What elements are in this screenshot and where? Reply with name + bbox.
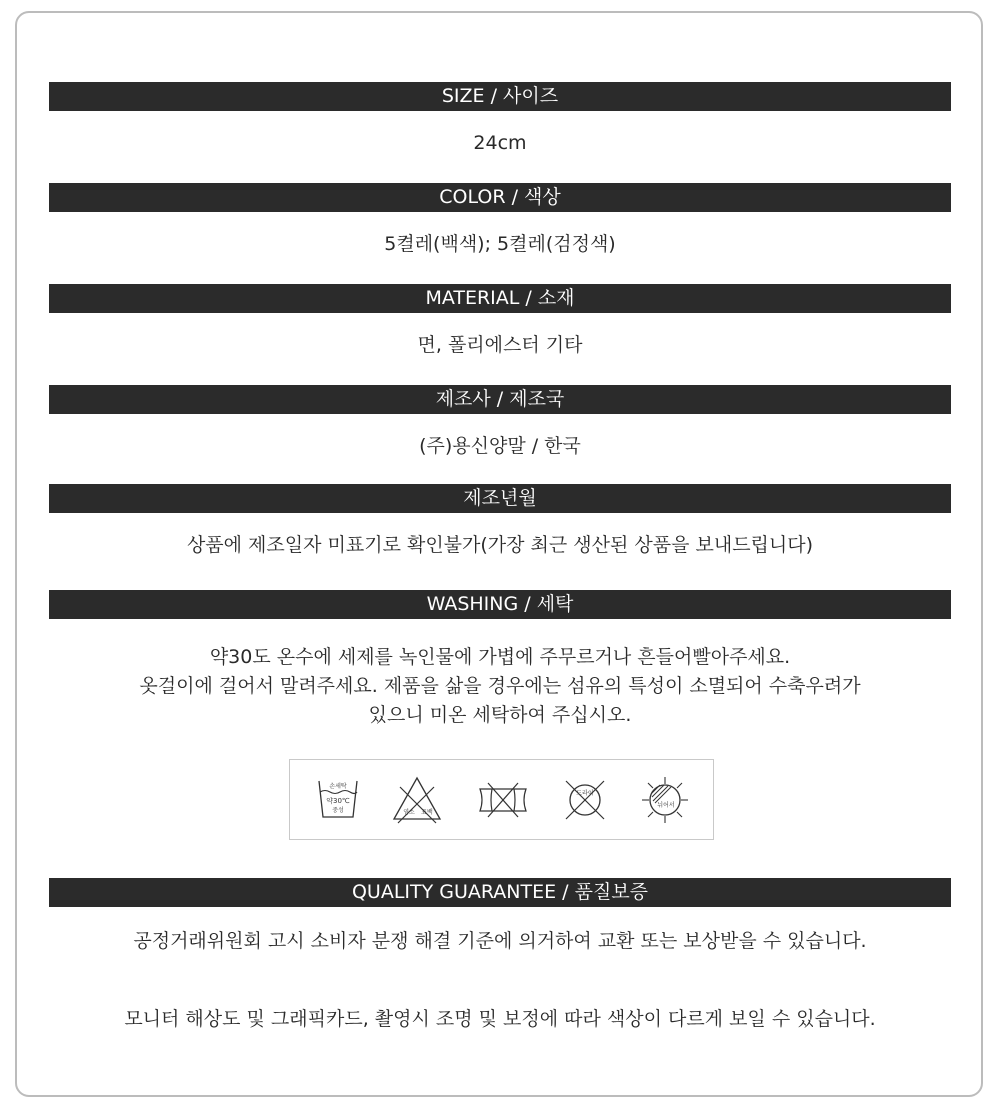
quality-guarantee-text: 공정거래위원회 고시 소비자 분쟁 해결 기준에 의거하여 교환 또는 보상받을 수 있습니다. xyxy=(133,930,867,952)
neutral-detergent-label: 중성 xyxy=(332,807,344,814)
manufacturer-value: (주)용신양말 / 한국 xyxy=(419,435,581,457)
washing-line-1: 약30도 온수에 세제를 녹인물에 가볍에 주무르거나 흔들어빨아주세요. xyxy=(209,646,791,668)
flat-dry-label: 뉘어서 xyxy=(657,802,675,809)
no-wring-icon xyxy=(476,773,530,827)
care-symbols-box xyxy=(289,759,714,840)
no-dry-clean-icon xyxy=(558,773,612,827)
washing-header: WASHING / 세탁 xyxy=(49,590,951,619)
washing-line-3: 있으니 미온 세탁하여 주십시오. xyxy=(368,704,632,726)
color-header: COLOR / 색상 xyxy=(49,183,951,212)
manufacturer-header: 제조사 / 제조국 xyxy=(49,385,951,414)
material-value: 면, 폴리에스터 기타 xyxy=(417,334,583,356)
color-value: 5켤레(백색); 5켤레(검정색) xyxy=(384,233,616,255)
quality-header: QUALITY GUARANTEE / 품질보증 xyxy=(49,878,951,907)
material-header: MATERIAL / 소재 xyxy=(49,284,951,313)
hand-wash-30c-icon xyxy=(311,773,365,827)
washing-line-2: 옷걸이에 걸어서 말려주세요. 제품을 삶을 경우에는 섬유의 특성이 소멸되어 수축우려가 xyxy=(139,675,861,697)
manufacture-date-header: 제조년월 xyxy=(49,484,951,513)
manufacture-date-value: 상품에 제조일자 미표기로 확인불가(가장 최근 생산된 상품을 보내드립니다) xyxy=(186,534,814,556)
size-value: 24cm xyxy=(473,132,527,154)
size-header: SIZE / 사이즈 xyxy=(49,82,951,111)
flat-dry-shade-icon xyxy=(638,773,692,827)
hand-wash-label: 손세탁 xyxy=(329,783,347,790)
bleach-label: 표백 xyxy=(421,809,433,816)
temperature-label: 약30℃ xyxy=(326,797,350,805)
chlorine-label: 염소 xyxy=(403,809,415,816)
monitor-notice-text: 모니터 해상도 및 그래픽카드, 촬영시 조명 및 보정에 따라 색상이 다르게 보일 수 있습니다. xyxy=(124,1008,876,1030)
dry-clean-label: 드라이 xyxy=(576,790,594,797)
no-chlorine-bleach-icon xyxy=(390,773,444,827)
